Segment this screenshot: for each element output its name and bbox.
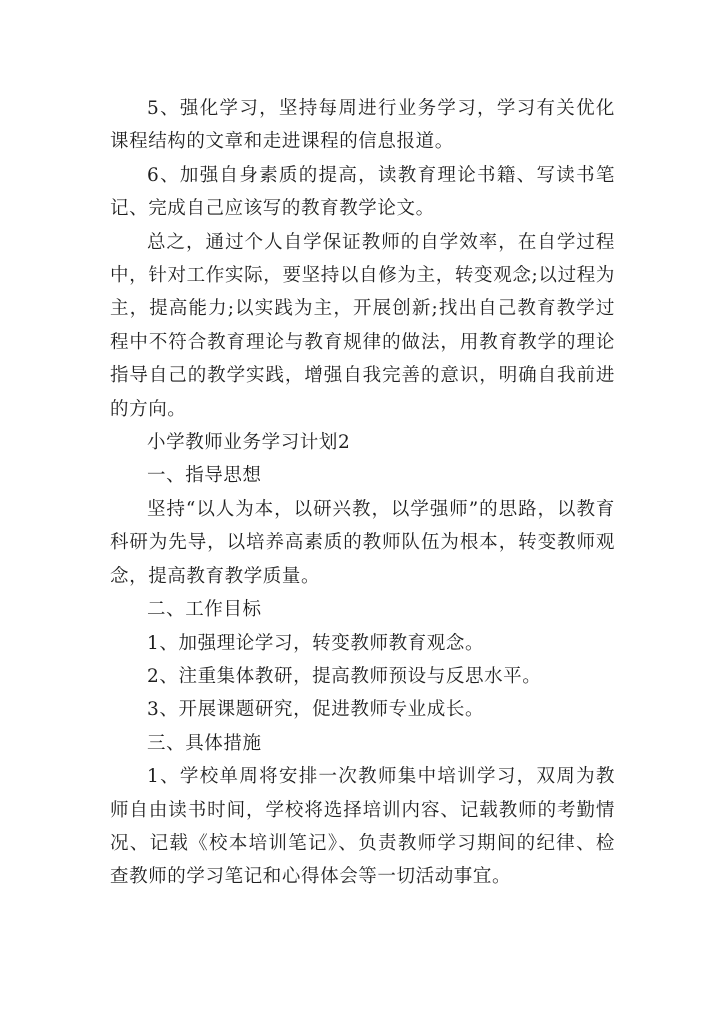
section-measures-heading: 三、具体措施: [147, 732, 262, 754]
measure-item-1: 1、学校单周将安排一次教师集中培训学习，双周为教师自由读书时间，学校将选择培训内容、记载教师的考勤情况、记载《校本培训笔记》、负责教师学习期间的纪律、检查教师的学习笔记和心得体会等一切活动事宜。: [110, 766, 615, 888]
goal-item-2: 2、注重集体教研，提高教师预设与反思水平。: [147, 665, 542, 687]
document-body: [110, 92, 615, 894]
section-guiding-ideology-text: 坚持“以人为本，以研兴教，以学强师”的思路，以教育科研为先导，以培养高素质的教师队伍为根本，转变教师观念，提高教育教学质量。: [110, 498, 615, 587]
paragraph-item-5: 5、强化学习，坚持每周进行业务学习，学习有关优化课程结构的文章和走进课程的信息报道。: [110, 98, 615, 153]
goal-item-3: 3、开展课题研究，促进教师专业成长。: [147, 699, 485, 721]
section-guiding-ideology-heading: 一、指导思想: [147, 465, 262, 487]
section-work-goals-heading: 二、工作目标: [147, 599, 262, 621]
paragraph-summary: 总之，通过个人自学保证教师的自学效率，在自学过程中，针对工作实际，要坚持以自修为主，转变观念;以过程为主，提高能力;以实践为主，开展创新;找出自己教育教学过程中不符合教育理论与教育规律的做法，用教育教学的理论指导自己的教学实践，增强自我完善的意识，明确自我前进的方向。: [110, 231, 615, 420]
plan-2-title: 小学教师业务学习计划2: [147, 432, 351, 454]
goal-item-1: 1、加强理论学习，转变教师教育观念。: [147, 632, 485, 654]
paragraph-item-6: 6、加强自身素质的提高，读教育理论书籍、写读书笔记、完成自己应该写的教育教学论文。: [110, 164, 615, 220]
